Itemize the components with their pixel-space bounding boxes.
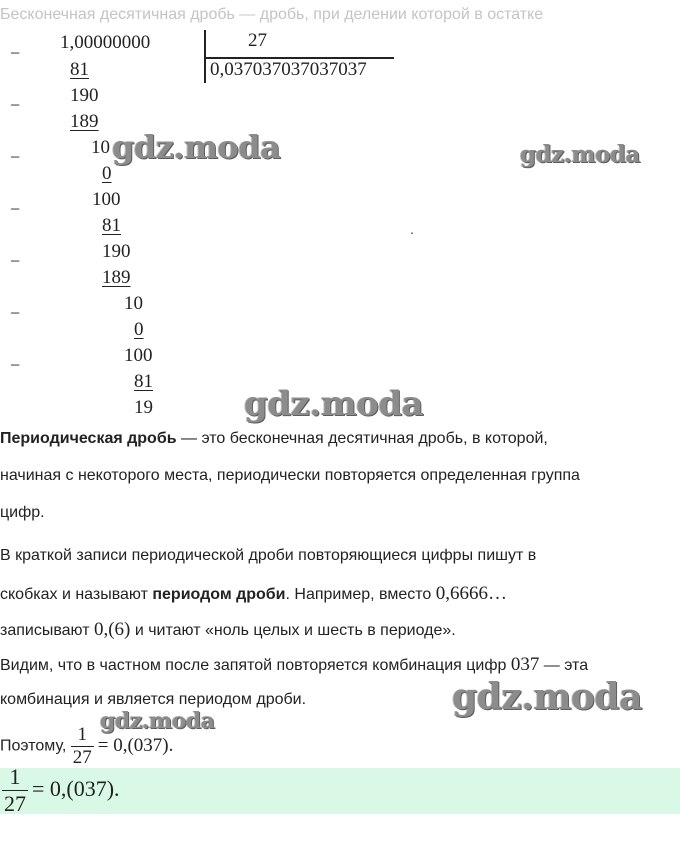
answer-result: = 0,(037). <box>32 776 120 802</box>
header-text: Бесконечная десятичная дробь — дробь, при делении которой в остатке <box>0 6 544 23</box>
division-step: 190 <box>102 241 131 262</box>
notation-line-1: В краткой записи периодической дроби повторяющиеся цифры пишут в <box>0 547 537 564</box>
definition-line-3: цифр. <box>0 504 45 521</box>
definition-term: Периодическая дробь <box>0 430 177 447</box>
observation-line-1: Видим, что в частном после запятой повторяется комбинация цифр 037 — эта <box>0 654 589 675</box>
observation-line-2: комбинация и является периодом дроби. <box>0 691 307 708</box>
minus-sign: − <box>10 43 21 63</box>
fraction: $\frac{1}{27}$ <box>72 724 92 768</box>
divisor: 27 <box>248 30 267 51</box>
notation-line-2: скобках и называют периодом дроби. Например, вместо 0,6666… <box>0 583 508 604</box>
answer-fraction: $\frac{1}{27}$ <box>4 764 26 816</box>
division-step: 0 <box>134 319 144 340</box>
division-step: 100 <box>92 189 121 210</box>
minus-sign: − <box>10 303 21 323</box>
quotient: 0,037037037037037 <box>210 59 367 80</box>
example-period: 0,(6) <box>93 619 131 640</box>
division-step: 10 <box>91 137 110 158</box>
notation-line-3: записывают 0,(6) и читают «ноль целых и шесть в периоде». <box>0 619 456 640</box>
watermark-logo: gdz.moda <box>452 676 642 718</box>
division-step: 81 <box>102 215 121 236</box>
division-step: 81 <box>134 371 153 392</box>
conclusion-line: Поэтому, $\frac{1}{27}$ = 0,(037). <box>0 724 174 768</box>
minus-sign: − <box>10 199 21 219</box>
stray-dot: . <box>410 221 414 237</box>
division-step: 10 <box>124 293 143 314</box>
division-step: 0 <box>102 163 112 184</box>
division-step: 190 <box>70 85 99 106</box>
watermark-logo: gdz.moda <box>100 708 215 734</box>
period-digits: 037 <box>510 654 540 675</box>
minus-sign: − <box>10 95 21 115</box>
watermark-logo: gdz.moda <box>520 141 640 168</box>
division-step: 100 <box>124 345 153 366</box>
minus-sign: − <box>10 355 21 375</box>
division-step: 189 <box>70 111 99 132</box>
definition-line-2: начиная с некоторого места, периодически повторяется определенная группа <box>0 467 580 484</box>
watermark-logo: gdz.moda <box>244 384 424 424</box>
division-step: 19 <box>134 397 153 418</box>
definition-line-1: Периодическая дробь — это бесконечная десятичная дробь, в которой, <box>0 430 548 447</box>
minus-sign: − <box>10 251 21 271</box>
conclusion-result: = 0,(037). <box>97 734 174 756</box>
minus-sign: − <box>10 147 21 167</box>
period-term: периодом дроби <box>152 586 286 603</box>
division-step: 189 <box>102 267 131 288</box>
watermark-logo: gdz.moda <box>112 128 281 166</box>
division-step: 81 <box>70 59 89 80</box>
dividend: 1,00000000 <box>60 32 151 53</box>
example-value: 0,6666… <box>435 583 508 604</box>
answer-line <box>2 764 120 817</box>
